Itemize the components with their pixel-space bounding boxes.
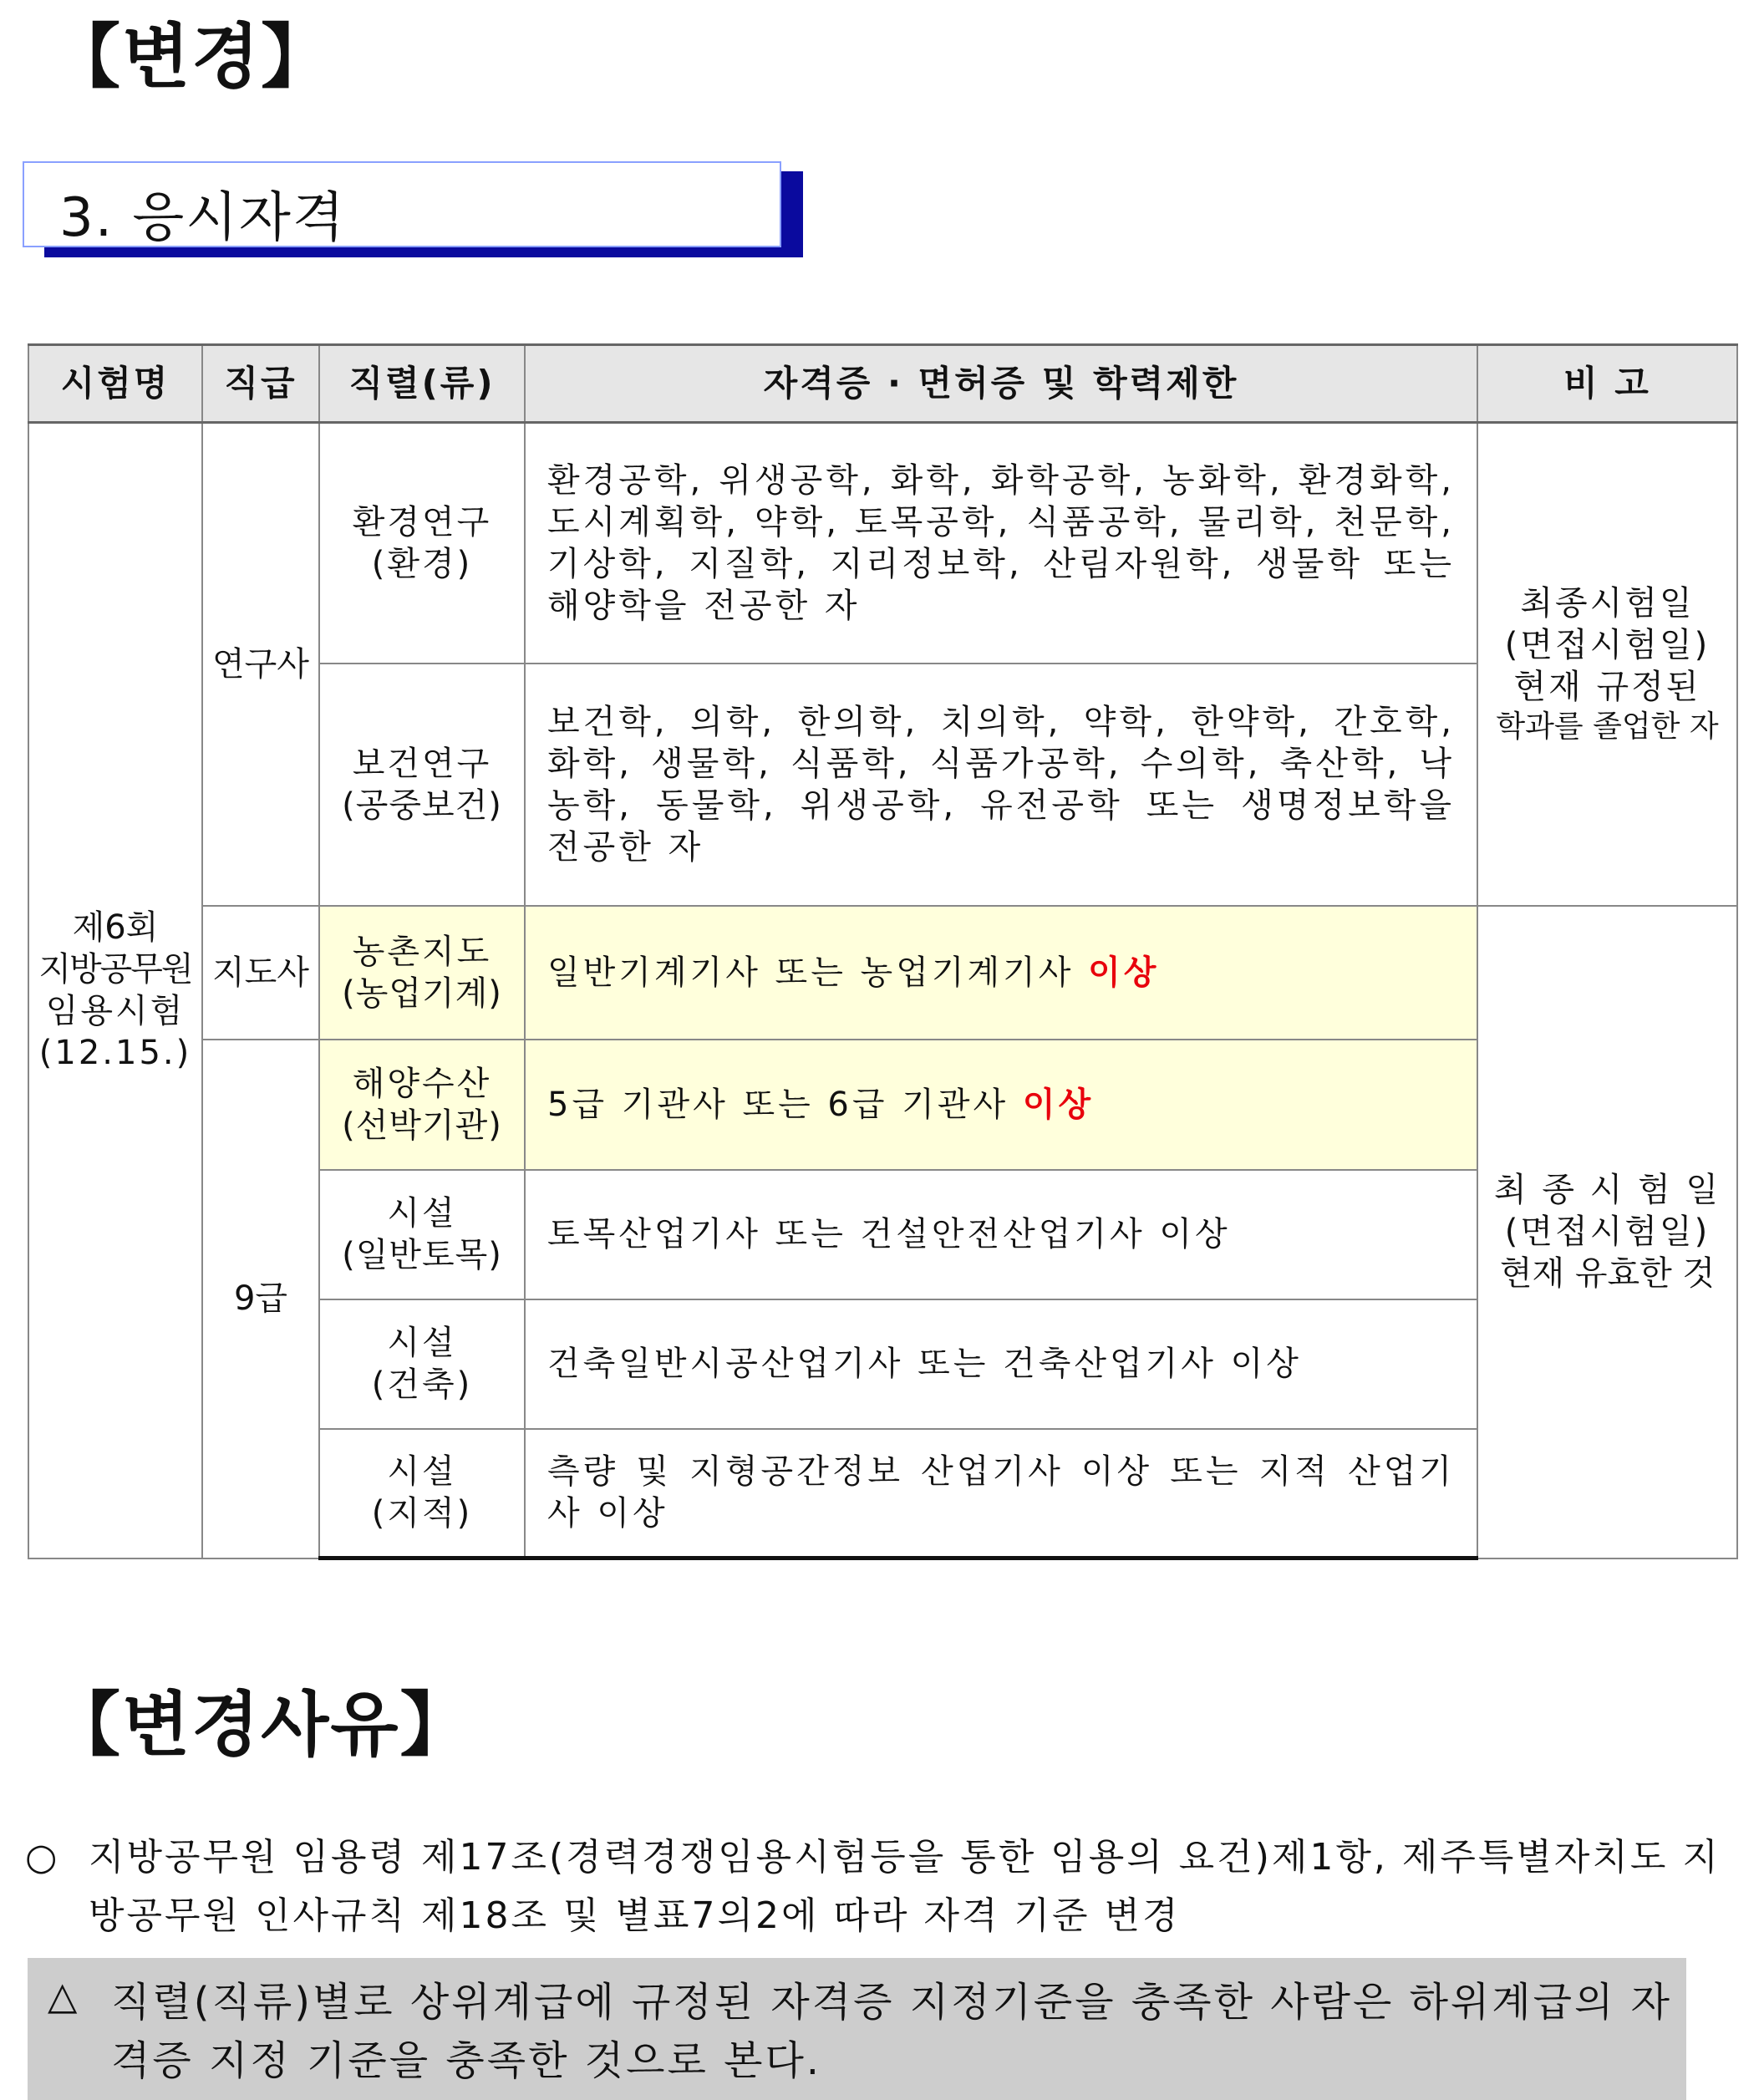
requirement-text: 일반기계기사 또는 농업기계기사 bbox=[547, 953, 1075, 992]
header-series: 직렬(류) bbox=[319, 345, 525, 423]
grade-cell: 9급 bbox=[202, 1040, 319, 1558]
requirement-cell bbox=[525, 906, 1477, 1040]
reason-text: 지방공무원 임용령 제17조(경력경쟁임용시험등을 통한 임용의 요건)제1항, 제주특별자치도 지방공무원 인사규칙 제18조 및 별표7의2에 따라 자격 기준 변경 bbox=[89, 1836, 1721, 1937]
series-cell bbox=[319, 1040, 525, 1170]
triangle-bullet-icon: △ bbox=[48, 1973, 78, 2018]
series-name: 시설 bbox=[387, 1324, 457, 1362]
series-cell bbox=[319, 1429, 525, 1558]
requirement-text: 5급 기관사 또는 6급 기관사 bbox=[547, 1085, 1009, 1124]
exam-name-line: 지방공무원 bbox=[38, 950, 192, 989]
requirement-cell: 보건학, 의학, 한의학, 치의학, 약학, 한약학, 간호학, 화학, 생물학, 식품학, 식품가공학, 수의학, 축산학, 낙농학, 동물학, 위생공학, 유전공학 또는 생명정보학을 전공한 자 bbox=[525, 664, 1477, 906]
exam-name-cell bbox=[28, 423, 202, 1558]
series-name: 환경연구 bbox=[352, 502, 492, 542]
remarks-line: 학과를 졸업한 자 bbox=[1496, 709, 1719, 745]
table-header-row bbox=[28, 345, 1737, 423]
series-subname: (환경) bbox=[371, 544, 473, 583]
series-subname: (일반토목) bbox=[342, 1236, 502, 1274]
series-cell bbox=[319, 423, 525, 664]
requirement-cell: 측량 및 지형공간정보 산업기사 이상 또는 지적 산업기사 이상 bbox=[525, 1429, 1477, 1558]
circle-bullet-icon: ○ bbox=[25, 1836, 60, 1879]
remarks-line: 현재 규정된 bbox=[1513, 668, 1701, 707]
series-cell bbox=[319, 1299, 525, 1429]
section-title: 3. 응시자격 bbox=[59, 187, 346, 249]
heading-reason: 【변경사유】 bbox=[50, 1684, 472, 1766]
header-exam-name: 시험명 bbox=[28, 345, 202, 423]
header-requirement: 자격증 · 면허증 및 학력제한 bbox=[525, 345, 1477, 423]
requirement-cell bbox=[525, 1040, 1477, 1170]
requirement-cell: 건축일반시공산업기사 또는 건축산업기사 이상 bbox=[525, 1299, 1477, 1429]
exam-name-line: (12.15.) bbox=[38, 1034, 192, 1073]
exam-name-line: 임용시험 bbox=[45, 992, 186, 1031]
series-subname: (건축) bbox=[371, 1365, 473, 1404]
remarks-line: 최종시험일 bbox=[1520, 584, 1695, 623]
requirement-cell: 토목산업기사 또는 건설안전산업기사 이상 bbox=[525, 1170, 1477, 1299]
series-cell bbox=[319, 1170, 525, 1299]
series-subname: (지적) bbox=[371, 1494, 473, 1533]
section-title-box bbox=[23, 161, 781, 247]
series-name: 시설 bbox=[387, 1452, 457, 1492]
remarks-research bbox=[1477, 423, 1737, 906]
series-cell bbox=[319, 906, 525, 1040]
grade-cell: 지도사 bbox=[202, 906, 319, 1040]
grade-cell: 연구사 bbox=[202, 423, 319, 906]
series-subname: (공중보건) bbox=[342, 786, 502, 825]
series-name: 해양수산 bbox=[352, 1064, 492, 1103]
remarks-line: 현재 유효한 것 bbox=[1499, 1254, 1716, 1293]
remarks-line: (면접시험일) bbox=[1504, 626, 1711, 665]
series-name: 시설 bbox=[387, 1194, 457, 1233]
note-text: 직렬(직류)별로 상위계급에 규정된 자격증 지정기준을 충족한 사람은 하위계급의 자격증 지정 기준을 충족한 것으로 본다. bbox=[111, 1979, 1673, 2084]
remarks-line: 최 종 시 험 일 bbox=[1493, 1171, 1721, 1209]
series-cell bbox=[319, 664, 525, 906]
remarks-line: (면접시험일) bbox=[1504, 1213, 1711, 1251]
note-box bbox=[28, 1958, 1686, 2100]
header-grade: 직급 bbox=[202, 345, 319, 423]
series-name: 농촌지도 bbox=[352, 932, 492, 971]
requirement-cell: 환경공학, 위생공학, 화학, 화학공학, 농화학, 환경화학, 도시계획학, 약학, 토목공학, 식품공학, 물리학, 천문학, 기상학, 지질학, 지리정보학, 산림자원학, 생물학 또는 해양학을 전공한 자 bbox=[525, 423, 1477, 664]
header-remarks: 비 고 bbox=[1477, 345, 1737, 423]
requirement-emphasis: 이상 bbox=[1022, 1085, 1095, 1124]
table-row bbox=[28, 906, 1737, 1040]
heading-change: 【변경】 bbox=[50, 16, 333, 98]
remarks-license bbox=[1477, 906, 1737, 1558]
table-row bbox=[28, 423, 1737, 664]
series-name: 보건연구 bbox=[352, 744, 492, 783]
exam-name-line: 제6회 bbox=[72, 908, 159, 948]
series-subname: (농업기계) bbox=[342, 974, 502, 1013]
qualification-table bbox=[28, 343, 1738, 1560]
series-subname: (선박기관) bbox=[342, 1106, 502, 1145]
reason-bullet bbox=[25, 1828, 1721, 1945]
requirement-emphasis: 이상 bbox=[1088, 953, 1160, 992]
